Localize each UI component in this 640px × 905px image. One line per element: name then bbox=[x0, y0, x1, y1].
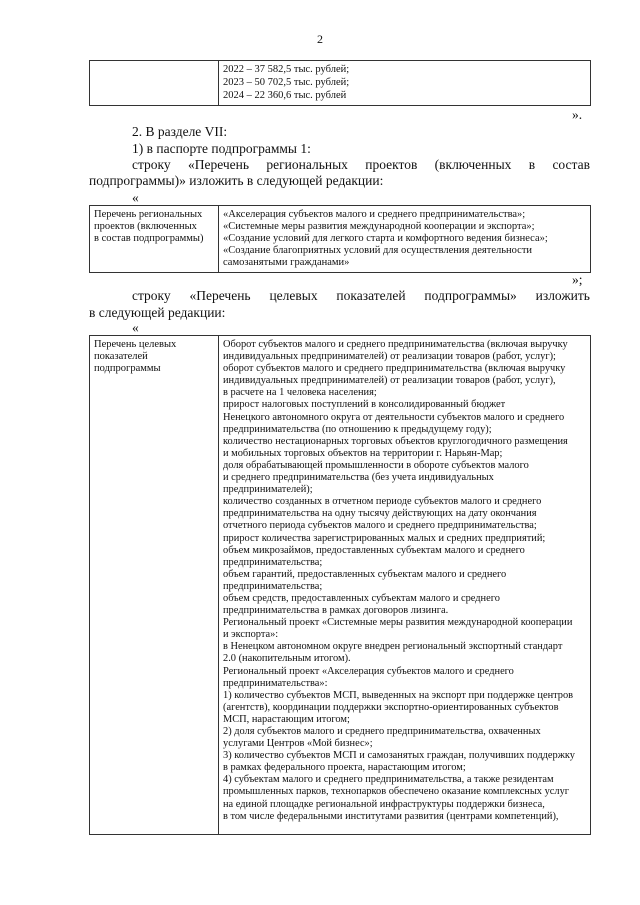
paragraph-2-line-2: в следующей редакции: bbox=[89, 305, 226, 320]
project-line: «Акселерация субъектов малого и среднего предпринимательства»; bbox=[223, 209, 526, 220]
paragraph-word: строку bbox=[132, 157, 171, 172]
indicator-line: Региональный проект «Акселерация субъектов малого и среднего bbox=[223, 665, 514, 677]
indicators-list bbox=[219, 336, 590, 826]
budget-table-label-cell bbox=[90, 61, 219, 106]
indicator-line: (агентств), координации поддержки экспортно-ориентированных субъектов bbox=[223, 701, 559, 713]
indicator-line: предпринимательства; bbox=[223, 580, 323, 592]
indicator-line: предпринимательства (по отношению к предыдущему году); bbox=[223, 423, 492, 435]
indicator-line: на единой площадке региональной инфраструктуры поддержки бизнеса, bbox=[223, 798, 545, 810]
paragraph-1-line-2: подпрограммы)» изложить в следующей редакции: bbox=[89, 173, 384, 188]
indicator-line: 2) доля субъектов малого и среднего предпринимательства, охваченных bbox=[223, 726, 541, 737]
paragraph-word: подпрограммы» bbox=[424, 288, 517, 303]
projects-label bbox=[90, 206, 218, 248]
project-line: «Создание благоприятных условий для осуществления деятельности bbox=[223, 245, 533, 256]
indicator-line: оборот субъектов малого и среднего предпринимательства (включая выручку bbox=[223, 363, 566, 375]
label-line: показателей bbox=[94, 351, 148, 362]
projects-table bbox=[89, 205, 591, 273]
indicator-line: количество созданных в отчетном периоде субъектов малого и среднего bbox=[223, 496, 542, 508]
indicator-line: промышленных парков, технопарков обеспечено оказание комплексных услуг bbox=[223, 786, 570, 798]
projects-list-cell bbox=[219, 206, 591, 273]
paragraph-word: состав bbox=[552, 157, 590, 172]
project-line: «Создание условий для легкого старта и комфортного ведения бизнеса»; bbox=[223, 233, 548, 244]
indicator-line: Ненецкого автономного округа от деятельности субъектов малого и среднего bbox=[223, 411, 565, 423]
closing-quote-2: »; bbox=[572, 272, 583, 287]
indicator-line: объем средств, предоставленных субъектам малого и среднего bbox=[223, 592, 500, 604]
section-heading: 2. В разделе VII: bbox=[132, 124, 228, 139]
indicator-line: и экспорта»: bbox=[223, 629, 279, 641]
project-line: самозанятыми гражданами» bbox=[223, 257, 350, 268]
opening-quote-1: « bbox=[132, 190, 139, 205]
indicator-line: доля обрабатывающей промышленности в обороте субъектов малого bbox=[223, 459, 529, 471]
indicator-line: и среднего предпринимательства (без учета индивидуальных bbox=[223, 472, 494, 484]
paragraph-word: в bbox=[528, 157, 536, 172]
paragraph-word: проектов bbox=[365, 157, 418, 172]
indicator-line: предпринимательства в рамках договоров лизинга. bbox=[223, 605, 449, 617]
label-line: в состав подпрограммы) bbox=[94, 233, 204, 244]
indicator-line: в рамках федерального проекта, нарастающим итогом; bbox=[223, 762, 466, 774]
paragraph-word: целевых bbox=[269, 288, 318, 303]
indicator-line: 1) количество субъектов МСП, выведенных на экспорт при поддержке центров bbox=[223, 689, 574, 701]
page-number: 2 bbox=[317, 32, 323, 46]
indicator-line: и мобильных торговых объектов на территории г. Нарьян-Мар; bbox=[223, 447, 503, 459]
paragraph-word: «Перечень bbox=[189, 288, 251, 303]
indicators-table bbox=[89, 335, 591, 835]
paragraph-word: (включенных bbox=[434, 157, 512, 172]
budget-line: 2024 – 22 360,6 тыс. рублей bbox=[223, 90, 347, 101]
opening-quote-2: « bbox=[132, 320, 139, 335]
indicator-line: Оборот субъектов малого и среднего предпринимательства (включая выручку bbox=[223, 339, 568, 350]
indicator-line: прирост количества зарегистрированных малых и средних предприятий; bbox=[223, 532, 546, 544]
projects-label-cell bbox=[90, 206, 219, 273]
label-line: проектов (включенных bbox=[94, 221, 197, 232]
paragraph-word: «Перечень bbox=[188, 157, 250, 172]
indicators-list-cell bbox=[219, 336, 591, 835]
indicator-line: услугами Центров «Мой бизнес»; bbox=[223, 738, 373, 750]
project-line: «Системные меры развития международной кооперации и экспорта»; bbox=[223, 221, 535, 232]
indicator-line: объем гарантий, предоставленных субъектам малого и среднего bbox=[223, 568, 507, 580]
indicator-line: 2.0 (накопительным итогом). bbox=[223, 653, 351, 665]
paragraph-word: строку bbox=[132, 288, 171, 303]
indicator-line: индивидуальных предпринимателей) от реализации товаров (работ, услуг), bbox=[223, 375, 556, 387]
indicator-line: МСП, нарастающим итогом; bbox=[223, 713, 350, 725]
indicator-line: в расчете на 1 человека населения; bbox=[223, 387, 377, 399]
paragraph-word: показателей bbox=[336, 288, 406, 303]
closing-quote-1: ». bbox=[572, 107, 583, 122]
paragraph-2-line-1 bbox=[132, 288, 590, 304]
indicator-line: отчетного периода субъектов малого и среднего предпринимательства; bbox=[223, 520, 537, 532]
indicator-line: 3) количество субъектов МСП и самозанятых граждан, получивших поддержку bbox=[223, 750, 575, 762]
indicator-line: в Ненецком автономном округе внедрен региональный экспортный стандарт bbox=[223, 641, 563, 653]
indicator-line: предпринимательства; bbox=[223, 556, 323, 568]
projects-list bbox=[219, 206, 590, 272]
indicator-line: объем микрозаймов, предоставленных субъектам малого и среднего bbox=[223, 544, 525, 556]
subitem-1: 1) в паспорте подпрограммы 1: bbox=[132, 141, 311, 156]
indicator-line: предпринимательства»: bbox=[223, 677, 328, 689]
budget-line: 2022 – 37 582,5 тыс. рублей; bbox=[223, 64, 350, 75]
budget-line: 2023 – 50 702,5 тыс. рублей; bbox=[223, 77, 350, 88]
indicator-line: прирост налоговых поступлений в консолидированный бюджет bbox=[223, 399, 506, 411]
indicator-line: предпринимательства на одну тысячу действующих на дату окончания bbox=[223, 508, 537, 520]
indicator-line: индивидуальных предпринимателей) от реализации товаров (работ, услуг); bbox=[223, 351, 556, 363]
indicator-line: Региональный проект «Системные меры развития международной кооперации bbox=[223, 617, 573, 629]
paragraph-word: изложить bbox=[535, 288, 590, 303]
paragraph-1-line-1 bbox=[132, 157, 590, 173]
budget-lines bbox=[219, 61, 590, 102]
indicators-label bbox=[90, 336, 218, 378]
indicator-line: в том числе федеральными институтами развития (центрами компетенций), bbox=[223, 810, 559, 822]
budget-table-values-cell bbox=[219, 61, 591, 106]
indicators-label-cell bbox=[90, 336, 219, 835]
paragraph-word: региональных bbox=[266, 157, 348, 172]
budget-table bbox=[89, 60, 591, 106]
indicator-line: количество нестационарных торговых объектов круглогодичного размещения bbox=[223, 435, 568, 447]
label-line: Перечень региональных bbox=[94, 209, 203, 220]
indicator-line: 4) субъектам малого и среднего предпринимательства, а также резидентам bbox=[223, 774, 554, 786]
label-line: Перечень целевых bbox=[94, 339, 177, 350]
indicator-line: предпринимателей); bbox=[223, 484, 313, 496]
label-line: подпрограммы bbox=[94, 363, 161, 374]
